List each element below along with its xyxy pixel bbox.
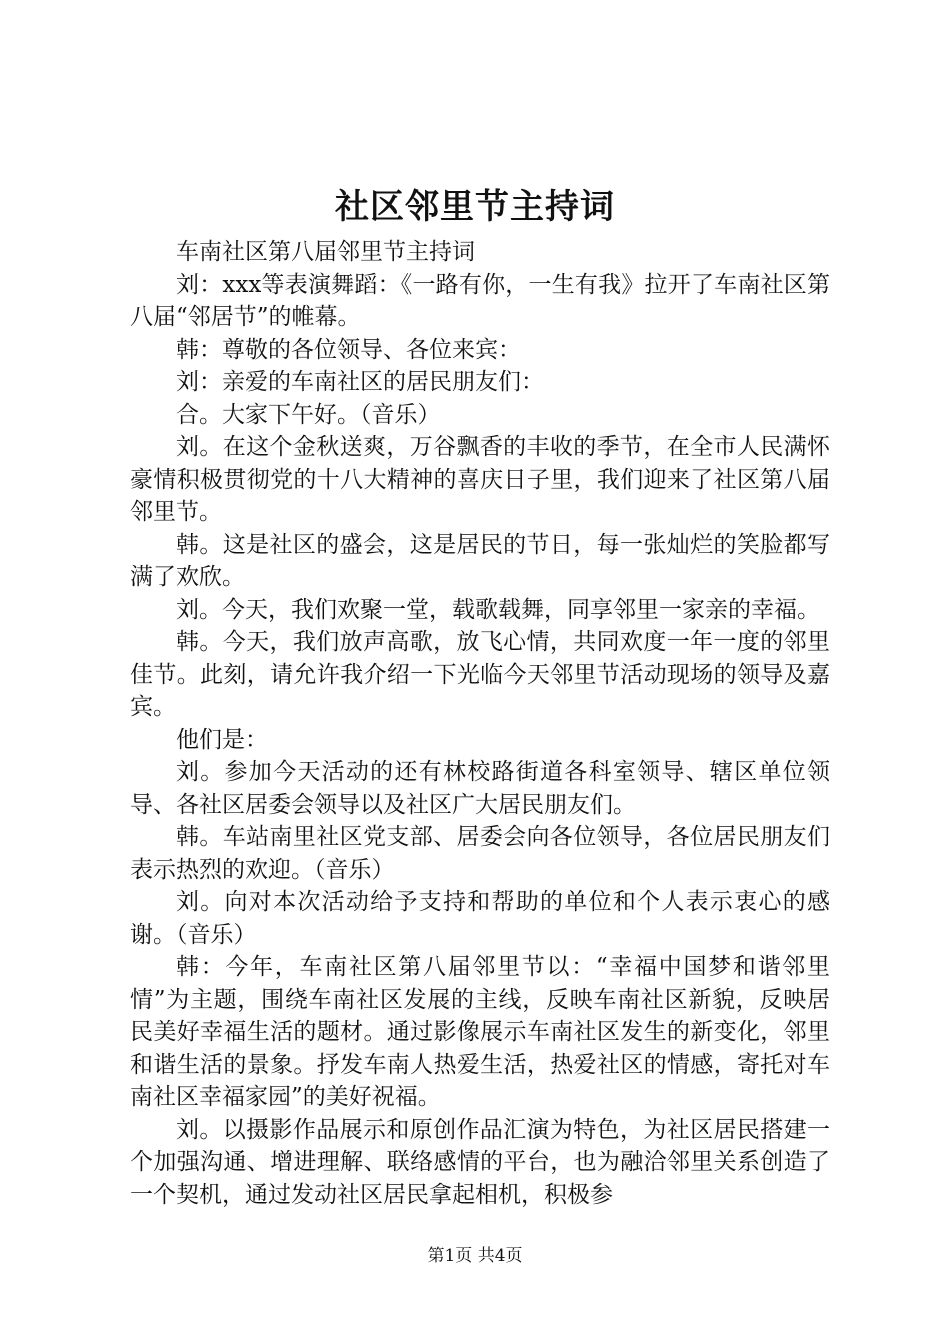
paragraph: 刘。参加今天活动的还有林校路街道各科室领导、辖区单位领导、各社区居委会领导以及社区广大居民朋友们。 bbox=[130, 759, 830, 818]
document-body bbox=[130, 236, 830, 1211]
paragraph: 合。大家下午好。（音乐） bbox=[176, 401, 441, 428]
page-indicator: 第1页 共4页 bbox=[427, 1246, 523, 1266]
paragraph: 车南社区第八届邻里节主持词 bbox=[176, 239, 475, 265]
paragraph: 刘。在这个金秋送爽，万谷飘香的丰收的季节，在全市人民满怀豪情积极贯彻党的十八大精神的喜庆日子里，我们迎来了社区第八届邻里节。 bbox=[130, 434, 830, 525]
paragraph: 刘：亲爱的车南社区的居民朋友们： bbox=[176, 369, 544, 395]
paragraph: 韩：今年，车南社区第八届邻里节以：“幸福中国梦和谐邻里情”为主题，围绕车南社区发展的主线，反映车南社区新貌，反映居民美好幸福生活的题材。通过影像展示车南社区发生的新变化，邻里和谐生活的景象。抒发车南人热爱生活，热爱社区的情感，寄托对车南社区幸福家园”的美好祝福。 bbox=[130, 954, 830, 1110]
paragraph: 他们是： bbox=[176, 726, 268, 753]
paragraph: 刘。向对本次活动给予支持和帮助的单位和个人表示衷心的感谢。（音乐） bbox=[130, 889, 830, 948]
document-title: 社区邻里节主持词 bbox=[335, 187, 615, 227]
paragraph: 刘。今天，我们欢聚一堂，载歌载舞，同享邻里一家亲的幸福。 bbox=[176, 596, 820, 623]
paragraph: 刘：xxx等表演舞蹈：《一路有你，一生有我》拉开了车南社区第八届“邻居节”的帷幕。 bbox=[130, 271, 830, 330]
paragraph: 韩。这是社区的盛会，这是居民的节日，每一张灿烂的笑脸都写满了欢欣。 bbox=[130, 531, 830, 590]
paragraph: 刘。以摄影作品展示和原创作品汇演为特色，为社区居民搭建一个加强沟通、增进理解、联络感情的平台，也为融洽邻里关系创造了一个契机，通过发动社区居民拿起相机，积极参 bbox=[130, 1116, 830, 1208]
paragraph: 韩。今天，我们放声高歌，放飞心情，共同欢度一年一度的邻里佳节。此刻，请允许我介绍一下光临今天邻里节活动现场的领导及嘉宾。 bbox=[130, 629, 830, 720]
paragraph: 韩。车站南里社区党支部、居委会向各位领导，各位居民朋友们表示热烈的欢迎。（音乐） bbox=[130, 824, 830, 883]
paragraph: 韩：尊敬的各位领导、各位来宾： bbox=[176, 336, 521, 363]
